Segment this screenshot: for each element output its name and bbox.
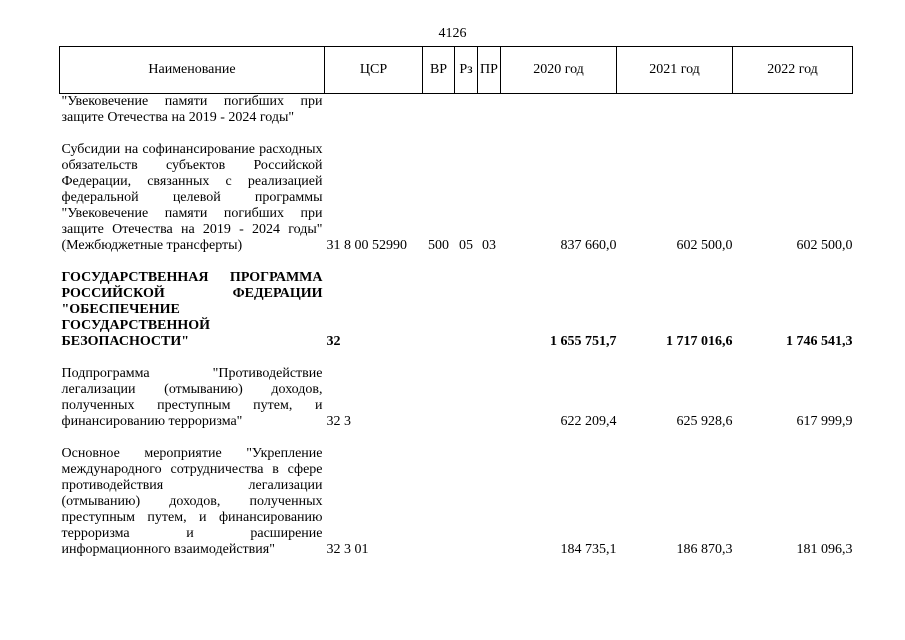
header-name: Наименование [60,47,325,94]
row-name: "Увековечение памяти погибших при защите Отечества на 2019 - 2024 годы" [61,94,323,125]
row-2020: 1 655 751,7 [550,334,617,349]
row-name: Субсидии на софинансирование расходных обязательств субъектов Российской Федерации, связанных с реализацией федеральной целевой программы "Увековечение памяти погибших при защите Отечества на 2019 - 2024 годы" (Межбюджетные трансферты) [61,142,323,253]
row-rz: 05 [459,238,473,253]
row-2022: 617 999,9 [796,414,853,429]
row-csr [325,94,423,143]
row-2021: 625 928,6 [676,414,733,429]
table-row [60,94,853,143]
row-csr: 32 [326,334,341,349]
row-2022: 1 746 541,3 [786,334,853,349]
row-2020: 837 660,0 [560,238,617,253]
row-vr [423,94,455,143]
row-csr: 31 8 00 52990 [326,238,407,253]
row-2020 [501,94,617,143]
row-csr: 32 3 01 [326,542,369,557]
row-vr [423,446,455,558]
row-name: Основное мероприятие "Укрепление международного сотрудничества в сфере противодействия легализации (отмыванию) доходов, полученных преступным путем, и финансированию терроризма и расширение информационного взаимодействия" [61,446,323,557]
header-2022: 2022 год [733,47,853,94]
row-csr: 32 3 [326,414,351,429]
row-2022: 181 096,3 [796,542,853,557]
row-rz [455,270,478,366]
table-row [60,142,853,270]
row-2021 [617,94,733,143]
table-row [60,270,853,366]
table-row [60,446,853,558]
row-pr: 03 [482,238,496,253]
row-2021: 602 500,0 [676,238,733,253]
row-vr [423,270,455,366]
row-2022: 602 500,0 [796,238,853,253]
header-vr: ВР [423,47,455,94]
row-pr [478,446,501,558]
row-2022 [733,94,853,143]
row-vr [423,366,455,446]
row-vr: 500 [428,238,449,253]
row-2021: 1 717 016,6 [666,334,733,349]
row-2021: 186 870,3 [676,542,733,557]
budget-table [59,46,853,558]
header-2021: 2021 год [617,47,733,94]
row-pr [478,94,501,143]
row-pr [478,366,501,446]
row-name: Подпрограмма "Противодействие легализации (отмыванию) доходов, полученных преступным путем, и финансированию терроризма" [61,366,323,429]
row-rz [455,94,478,143]
row-name: ГОСУДАРСТВЕННАЯ ПРОГРАММА РОССИЙСКОЙ ФЕДЕРАЦИИ "ОБЕСПЕЧЕНИЕ ГОСУДАРСТВЕННОЙ БЕЗОПАСНОСТИ" [61,270,323,349]
header-csr: ЦСР [325,47,423,94]
header-2020: 2020 год [501,47,617,94]
row-rz [455,366,478,446]
row-2020: 184 735,1 [560,542,617,557]
row-2020: 622 209,4 [560,414,617,429]
header-rz: Рз [455,47,478,94]
page-number: 4126 [438,26,467,41]
header-pr: ПР [478,47,501,94]
table-row [60,366,853,446]
row-pr [478,270,501,366]
table-header [60,47,853,94]
row-rz [455,446,478,558]
